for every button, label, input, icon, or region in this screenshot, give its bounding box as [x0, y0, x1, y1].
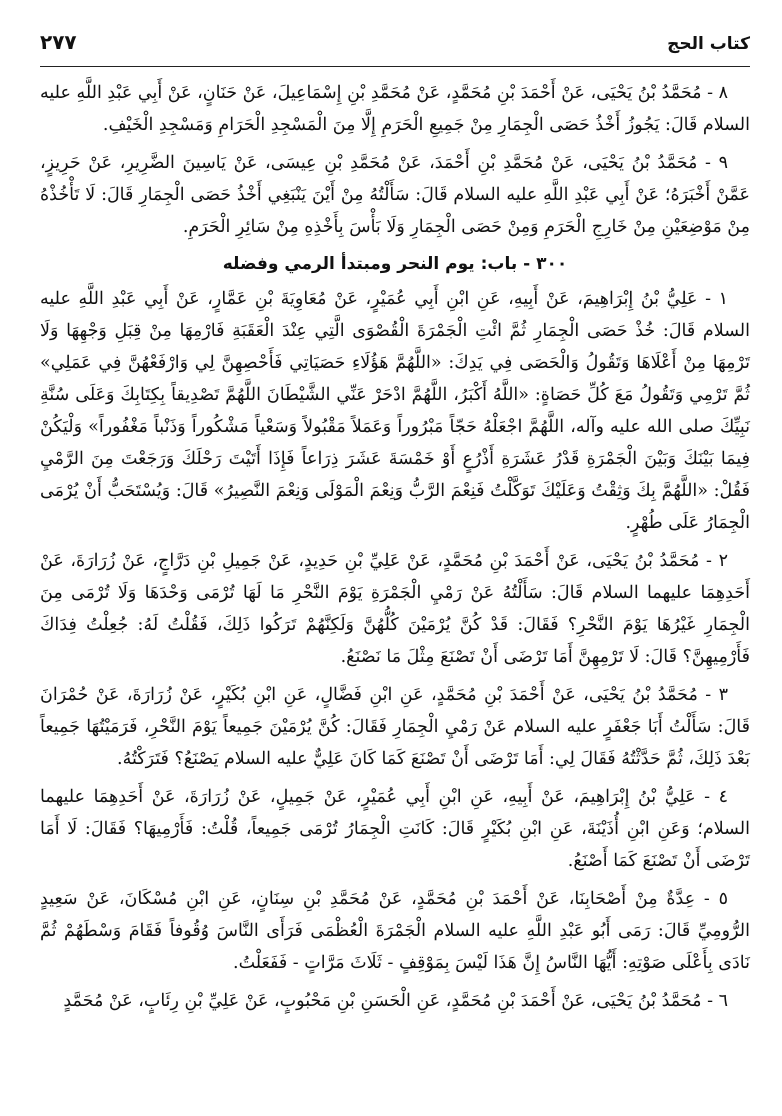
hadith-paragraph: ٨ - مُحَمَّدُ بْنُ يَحْيَى، عَنْ أَحْمَدَ بْنِ مُحَمَّدٍ، عَنْ مُحَمَّدِ بْنِ إِسْمَاعِيلَ، عَنْ حَنَانٍ، عَنْ أَبِي عَبْدِ اللَّهِ عليه السلام قَالَ: يَجُوزُ أَخْذُ حَصَى الْجِمَارِ مِنْ جَمِيعِ الْحَرَمِ إِلَّا مِنَ الْمَسْجِدِ الْحَرَامِ وَمَسْجِدِ الْخَيْفِ.	[40, 83, 750, 135]
hadith-paragraph: ١ - عَلِيُّ بْنُ إِبْرَاهِيمَ، عَنْ أَبِيهِ، عَنِ ابْنِ أَبِي عُمَيْرٍ، عَنْ مُعَاوِيَةَ بْنِ عَمَّارٍ، عَنْ أَبِي عَبْدِ اللَّهِ عليه السلام قَالَ: خُذْ حَصَى الْجِمَارِ ثُمَّ ائْتِ الْجَمْرَةَ الْقُصْوَى الَّتِي عِنْدَ الْعَقَبَةِ فَارْمِهَا مِنْ قِبَلِ وَجْهِهَا وَلَا تَرْمِهَا مِنْ أَعْلَاهَا وَتَقُولُ وَالْحَصَى فِي يَدِكَ: «اللَّهُمَّ هَؤُلَاءِ حَصَيَاتِي فَأَحْصِهِنَّ لِي وَارْفَعْهُنَّ فِي عَمَلِي» ثُمَّ تَرْمِي وَتَقُولُ مَعَ كُلِّ حَصَاةٍ: «اللَّهُ أَكْبَرُ، اللَّهُمَّ ادْحَرْ عَنِّي الشَّيْطَانَ اللَّهُمَّ تَصْدِيقاً بِكِتَابِكَ وَعَلَى سُنَّةِ نَبِيِّكَ صلى الله عليه وآله، اللَّهُمَّ اجْعَلْهُ حَجّاً مَبْرُوراً وَعَمَلاً مَقْبُولاً وَسَعْياً مَشْكُوراً وَذَنْباً مَغْفُوراً» وَلْيَكُنْ فِيمَا بَيْنَكَ وَبَيْنَ الْجَمْرَةِ قَدْرُ عَشَرَةِ أَذْرُعٍ أَوْ خَمْسَةَ عَشَرَ ذِرَاعاً فَإِذَا أَتَيْتَ رَحْلَكَ وَرَجَعْتَ مِنَ الرَّمْيِ فَقُلْ: «اللَّهُمَّ بِكَ وَثِقْتُ وَعَلَيْكَ تَوَكَّلْتُ فَنِعْمَ الرَّبُّ وَنِعْمَ الْمَوْلَى وَنِعْمَ النَّصِيرُ» قَالَ: وَيُسْتَحَبُّ أَنْ يُرْمَى الْجِمَارُ عَلَى طُهْرٍ.	[40, 289, 750, 533]
hadith-paragraph: ٤ - عَلِيُّ بْنُ إِبْرَاهِيمَ، عَنْ أَبِيهِ، عَنِ ابْنِ أَبِي عُمَيْرٍ، عَنْ جَمِيلٍ، عَنْ زُرَارَةَ، عَنْ أَحَدِهِمَا عليهما السلام؛ وَعَنِ ابْنِ أُذَيْنَةَ، عَنِ ابْنِ بُكَيْرٍ قَالَ: كَانَتِ الْجِمَارُ تُرْمَى جَمِيعاً، قُلْتُ: فَأَرْمِيهَا؟ فَقَالَ: لَا أَمَا تَرْضَى أَنْ تَصْنَعَ كَمَا أَصْنَعُ.	[40, 787, 750, 871]
page-number: ٢٧٧	[40, 30, 77, 54]
running-header	[40, 30, 750, 67]
hadith-paragraph: ٢ - مُحَمَّدُ بْنُ يَحْيَى، عَنْ أَحْمَدَ بْنِ مُحَمَّدٍ، عَنْ عَلِيِّ بْنِ حَدِيدٍ، عَنْ جَمِيلِ بْنِ دَرَّاجٍ، عَنْ زُرَارَةَ، عَنْ أَحَدِهِمَا عليهما السلام قَالَ: سَأَلْتُهُ عَنْ رَمْيِ الْجَمْرَةِ يَوْمَ النَّحْرِ مَا لَهَا تُرْمَى وَحْدَهَا وَلَا تُرْمَى مِنَ الْجِمَارِ غَيْرُهَا يَوْمَ النَّحْرِ؟ فَقَالَ: قَدْ كُنَّ يُرْمَيْنَ كُلُّهُنَّ وَلَكِنَّهُمْ تَرَكُوا ذَلِكَ، فَقُلْتُ لَهُ: جُعِلْتُ فِدَاكَ فَأَرْمِيهِنَّ؟ قَالَ: لَا تَرْمِهِنَّ أَمَا تَرْضَى أَنْ تَصْنَعَ مِثْلَ مَا نَصْنَعُ.	[40, 551, 750, 667]
book-title: كتاب الحج	[667, 34, 750, 54]
hadith-paragraph: ٣ - مُحَمَّدُ بْنُ يَحْيَى، عَنْ أَحْمَدَ بْنِ مُحَمَّدٍ، عَنِ ابْنِ فَضَّالٍ، عَنِ ابْنِ بُكَيْرٍ، عَنْ زُرَارَةَ، عَنْ حُمْرَانَ قَالَ: سَأَلْتُ أَبَا جَعْفَرٍ عليه السلام عَنْ رَمْيِ الْجِمَارِ فَقَالَ: كُنَّ يُرْمَيْنَ جَمِيعاً يَوْمَ النَّحْرِ، فَرَمَيْتُهَا جَمِيعاً بَعْدَ ذَلِكَ، ثُمَّ حَدَّثْتُهُ فَقَالَ لِي: أَمَا تَرْضَى أَنْ تَصْنَعَ كَمَا كَانَ عَلِيٌّ عليه السلام يَصْنَعُ؟ فَتَرَكْتُهُ.	[40, 685, 750, 769]
hadith-paragraph: ٦ - مُحَمَّدُ بْنُ يَحْيَى، عَنْ أَحْمَدَ بْنِ مُحَمَّدٍ، عَنِ الْحَسَنِ بْنِ مَحْبُوبٍ، عَنْ عَلِيِّ بْنِ رِئَابٍ، عَنْ مُحَمَّدٍ	[63, 991, 728, 1011]
book-page	[40, 30, 750, 1100]
hadith-paragraph: ٥ - عِدَّةٌ مِنْ أَصْحَابِنَا، عَنْ أَحْمَدَ بْنِ مُحَمَّدٍ، عَنْ مُحَمَّدِ بْنِ سِنَانٍ، عَنِ ابْنِ مُسْكَانَ، عَنْ سَعِيدٍ الرُّومِيِّ قَالَ: رَمَى أَبُو عَبْدِ اللَّهِ عليه السلام الْجَمْرَةَ الْعُظْمَى فَرَأَى النَّاسَ وُقُوفاً فَقَامَ وَسْطَهُمْ ثُمَّ نَادَى بِأَعْلَى صَوْتِهِ: أَيُّهَا النَّاسُ إِنَّ هَذَا لَيْسَ بِمَوْقِفٍ - ثَلَاثَ مَرَّاتٍ - فَفَعَلْتُ.	[40, 889, 750, 973]
hadith-paragraph: ٩ - مُحَمَّدُ بْنُ يَحْيَى، عَنْ مُحَمَّدِ بْنِ أَحْمَدَ، عَنْ مُحَمَّدِ بْنِ عِيسَى، عَنْ يَاسِينَ الضَّرِيرِ، عَنْ حَرِيزٍ، عَمَّنْ أَخْبَرَهُ؛ عَنْ أَبِي عَبْدِ اللَّهِ عليه السلام قَالَ: سَأَلْتُهُ مِنْ أَيْنَ يَنْبَغِي أَخْذُ حَصَى الْجِمَارِ قَالَ: لَا تَأْخُذْهُ مِنْ مَوْضِعَيْنِ مِنْ خَارِجِ الْحَرَمِ وَمِنْ حَصَى الْجِمَارِ وَلَا بَأْسَ بِأَخْذِهِ مِنْ سَائِرِ الْحَرَمِ.	[40, 153, 750, 237]
chapter-heading: ٣٠٠ - باب: يوم النحر ومبتدأ الرمي وفضله	[222, 254, 568, 274]
